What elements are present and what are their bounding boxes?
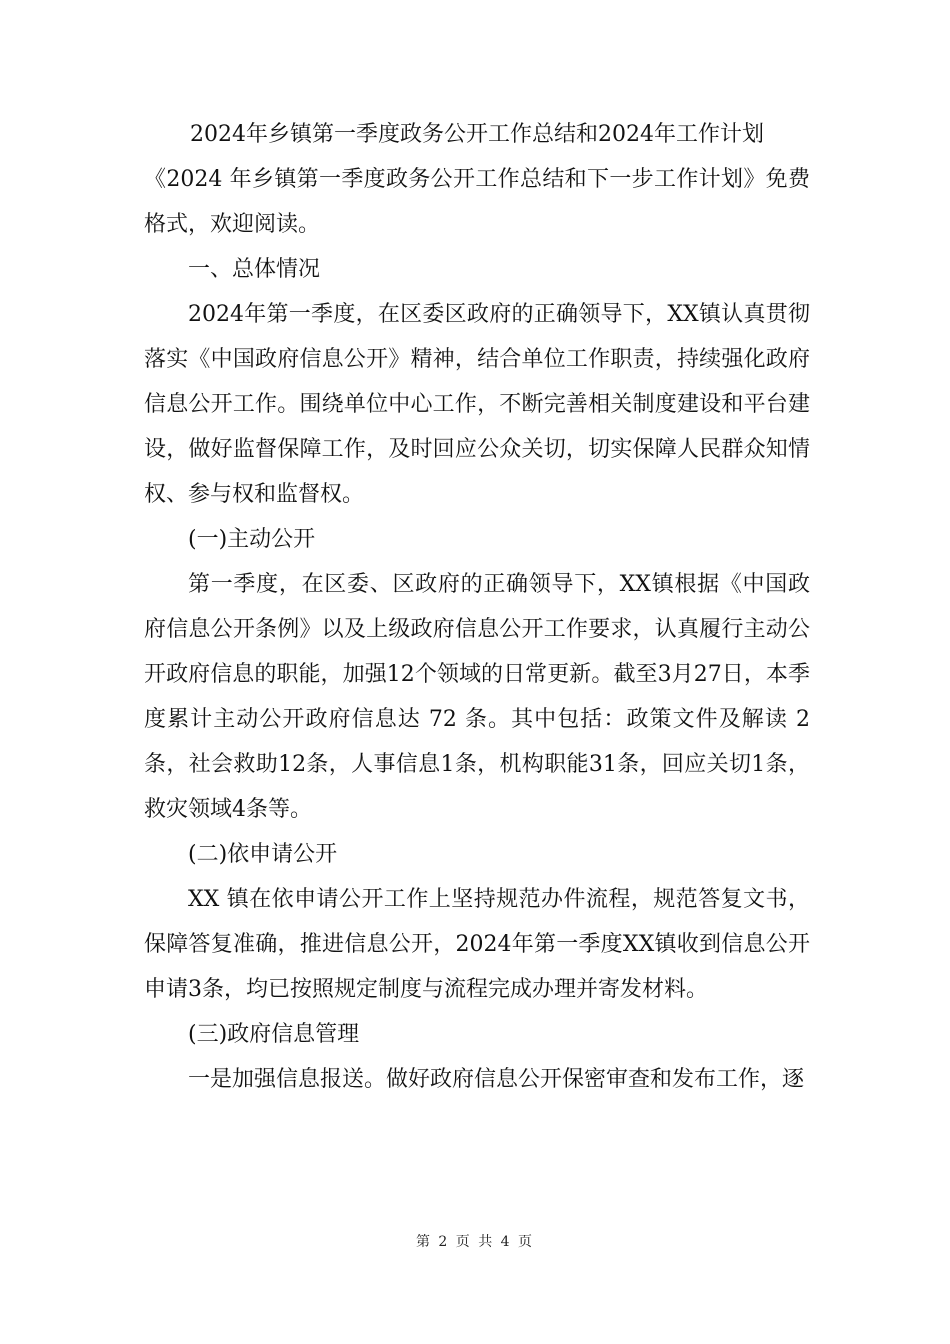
paragraph-info-management: 一是加强信息报送。做好政府信息公开保密审查和发布工作，逐 xyxy=(188,1067,805,1092)
section-heading-request-disclosure: (二)依申请公开 xyxy=(188,842,338,867)
document-body xyxy=(144,112,810,1102)
page-number-footer: 第 2 页 共 4 页 xyxy=(415,1234,535,1250)
paragraph-overview: 2024年第一季度，在区委区政府的正确领导下，XX镇认真贯彻落实《中国政府信息公开》精神，结合单位工作职责，持续强化政府信息公开工作。围绕单位中心工作，不断完善相关制度建设和平台建设，做好监督保障工作，及时回应公众关切，切实保障人民群众知情权、参与权和监督权。 xyxy=(144,302,810,507)
intro-paragraph: 《2024 年乡镇第一季度政务公开工作总结和下一步工作计划》免费格式，欢迎阅读。 xyxy=(144,167,810,237)
section-heading-info-management: (三)政府信息管理 xyxy=(188,1022,360,1047)
paragraph-active-disclosure: 第一季度，在区委、区政府的正确领导下，XX镇根据《中国政府信息公开条例》以及上级政府信息公开工作要求，认真履行主动公开政府信息的职能，加强12个领域的日常更新。截至3月27日，本季度累计主动公开政府信息达 72 条。其中包括：政策文件及解读 2条，社会救助12条，人事信息1条，机构职能31条，回应关切1条，救灾领域4条等。 xyxy=(144,572,810,822)
document-title: 2024年乡镇第一季度政务公开工作总结和2024年工作计划 xyxy=(190,122,764,147)
section-heading-active-disclosure: (一)主动公开 xyxy=(188,527,316,552)
section-heading-overview: 一、总体情况 xyxy=(188,257,321,282)
paragraph-request-disclosure: XX 镇在依申请公开工作上坚持规范办件流程，规范答复文书，保障答复准确，推进信息公开，2024年第一季度XX镇收到信息公开申请3条，均已按照规定制度与流程完成办理并寄发材料。 xyxy=(144,887,810,1002)
